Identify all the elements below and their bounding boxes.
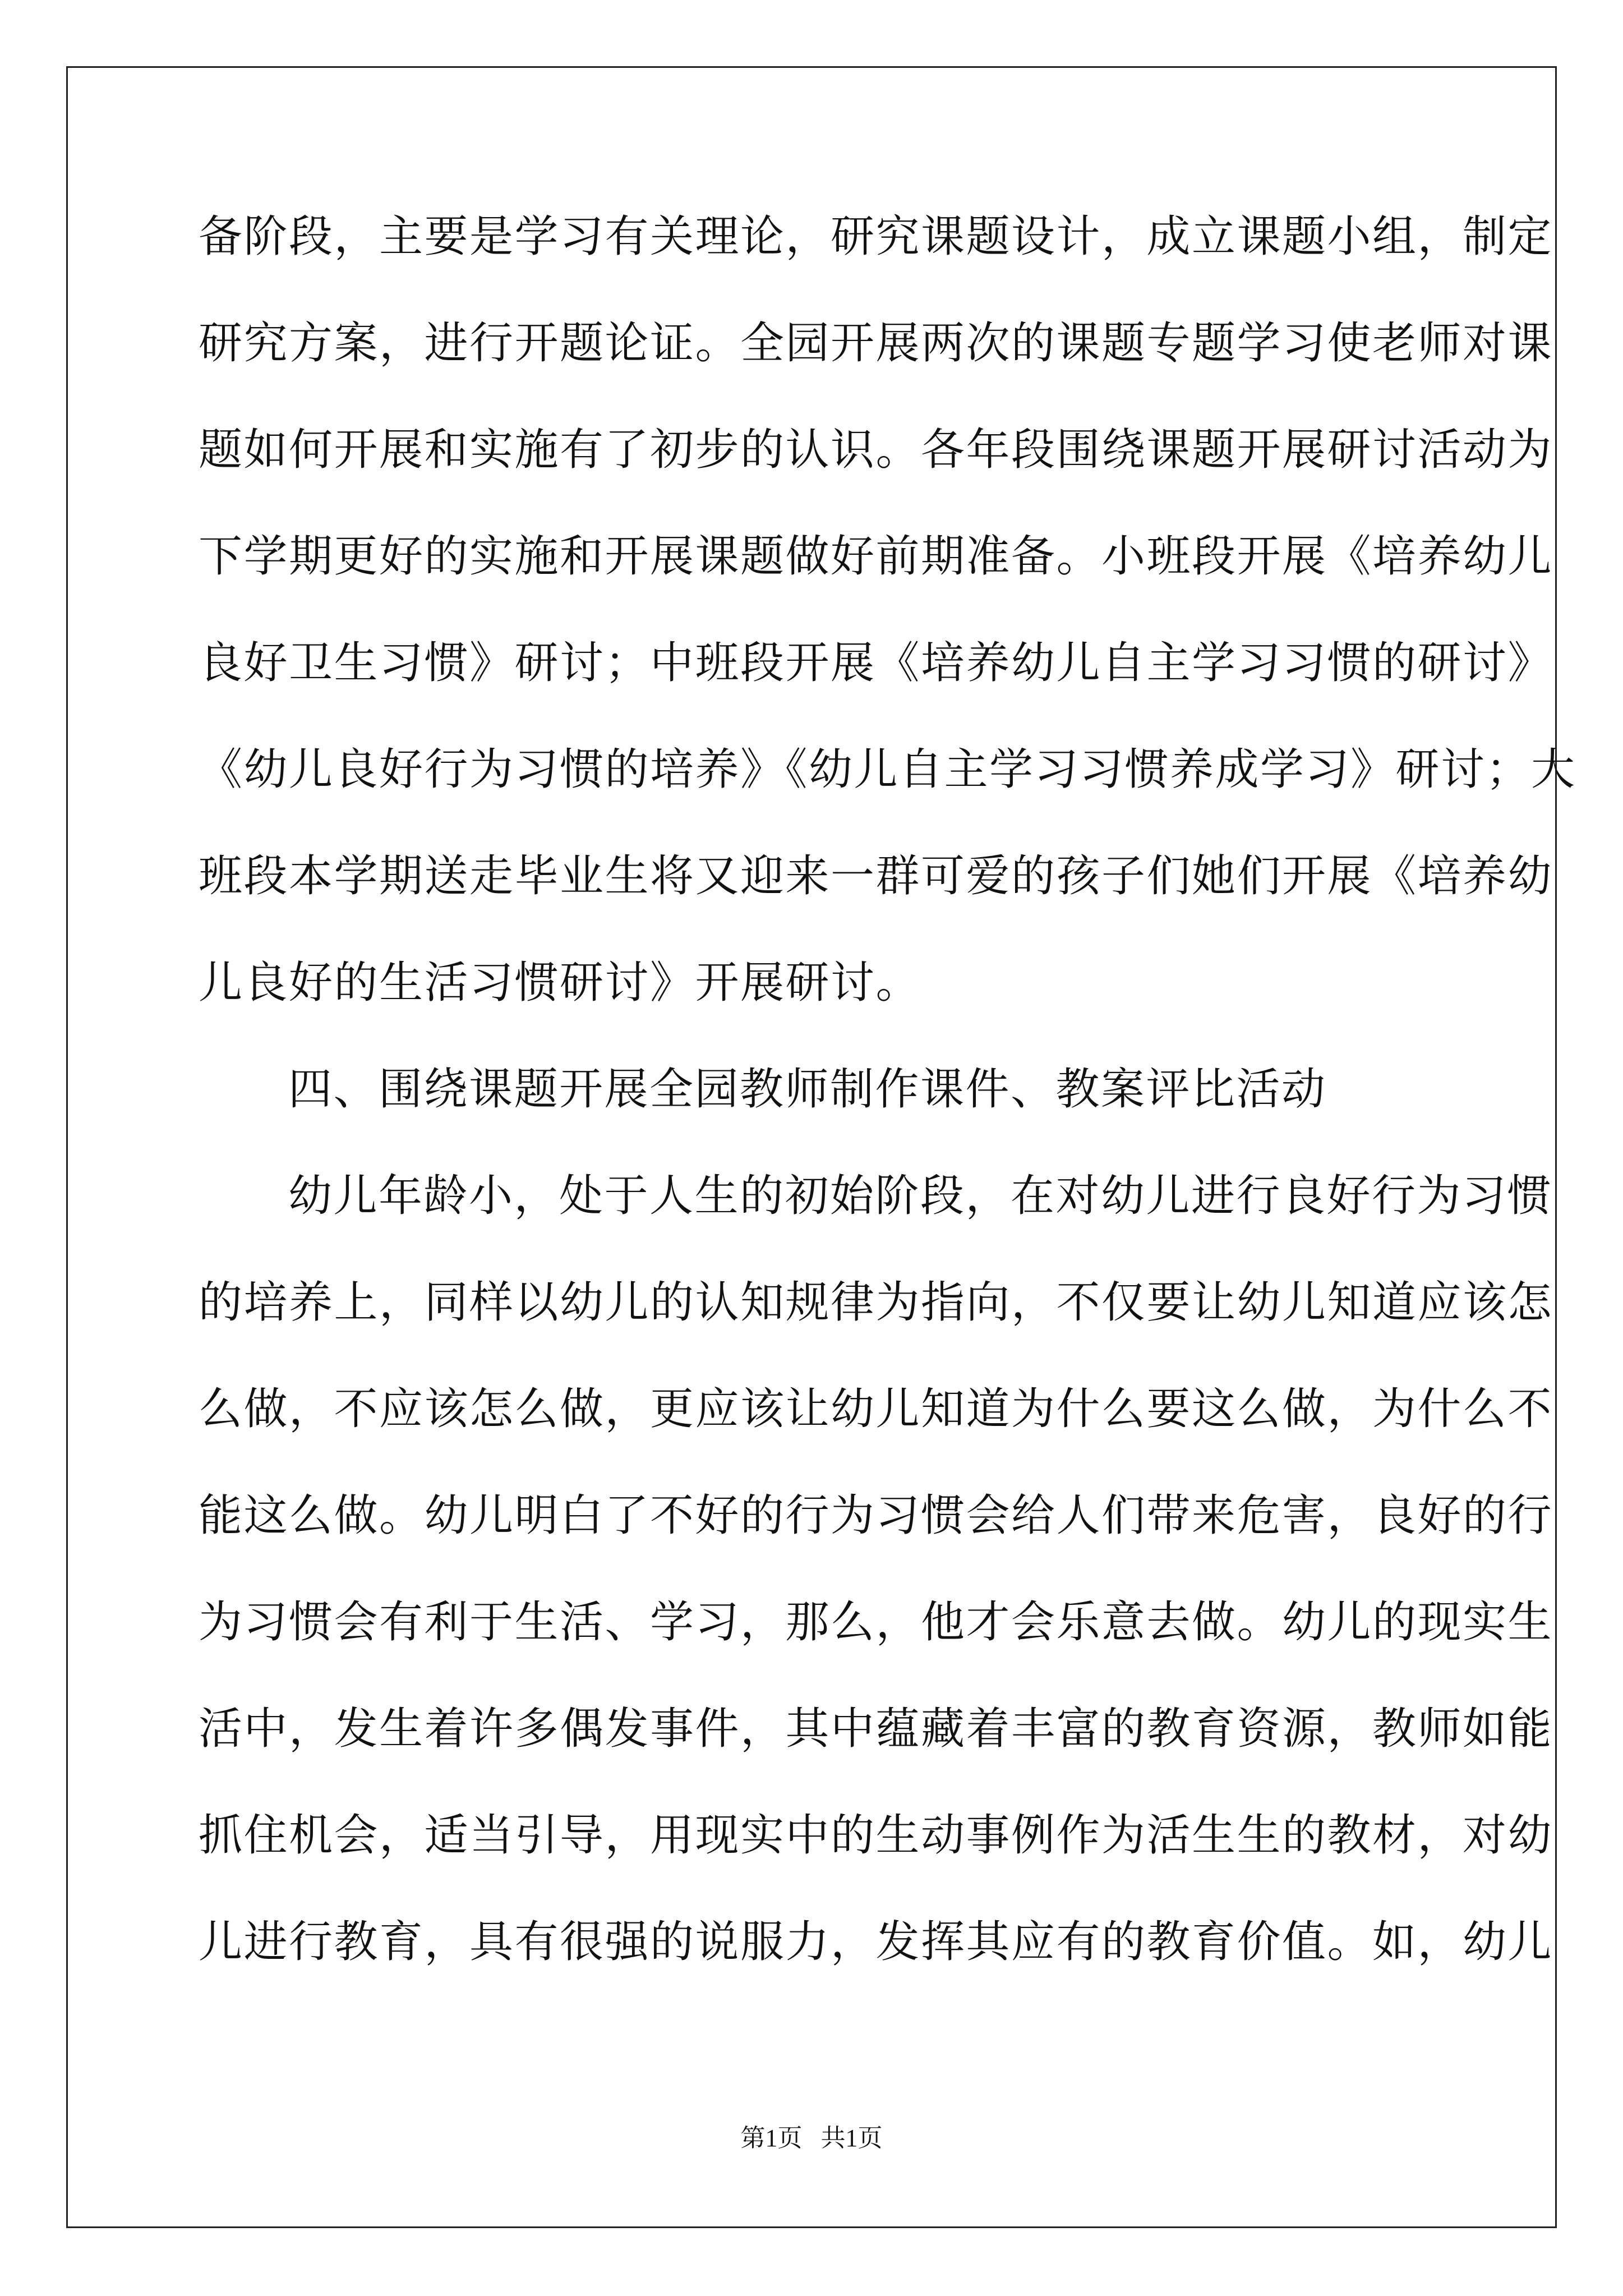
text-line: 抓住机会，适当引导，用现实中的生动事例作为活生生的教材，对幼 [199,1810,1553,1861]
text-line: 良好卫生习惯》研讨；中班段开展《培养幼儿自主学习习惯的研讨》 [199,638,1553,688]
text-line: 为习惯会有利于生活、学习，那么，他才会乐意去做。幼儿的现实生 [199,1597,1553,1648]
text-line: 么做，不应该怎么做，更应该让幼儿知道为什么要这么做，为什么不 [199,1384,1553,1434]
text-line: 班段本学期送走毕业生将又迎来一群可爱的孩子们她们开展《培养幼 [199,851,1553,901]
text-line: 研究方案，进行开题论证。全园开展两次的课题专题学习使老师对课 [199,318,1553,369]
text-line: 《幼儿良好行为习惯的培养》《幼儿自主学习习惯养成学习》研讨；大 [199,744,1576,795]
text-line: 幼儿年龄小，处于人生的初始阶段，在对幼儿进行良好行为习惯 [288,1171,1553,1221]
text-line: 能这么做。幼儿明白了不好的行为习惯会给人们带来危害，良好的行 [199,1490,1553,1541]
text-line: 儿良好的生活习惯研讨》开展研讨。 [199,958,921,1008]
page-border [66,66,1557,2228]
text-line: 下学期更好的实施和开展课题做好前期准备。小班段开展《培养幼儿 [199,531,1553,582]
page-footer: 第1页 共1页 [740,2124,883,2152]
text-line: 的培养上，同样以幼儿的认知规律为指向，不仅要让幼儿知道应该怎 [199,1277,1553,1328]
text-line: 活中，发生着许多偶发事件，其中蕴藏着丰富的教育资源，教师如能 [199,1704,1553,1754]
text-line: 备阶段，主要是学习有关理论，研究课题设计，成立课题小组，制定 [199,211,1553,262]
text-line: 题如何开展和实施有了初步的认识。各年段围绕课题开展研讨活动为 [199,425,1553,475]
section-heading: 四、围绕课题开展全园教师制作课件、教案评比活动 [288,1064,1327,1115]
text-line: 儿进行教育，具有很强的说服力，发挥其应有的教育价值。如，幼儿 [199,1917,1553,1967]
